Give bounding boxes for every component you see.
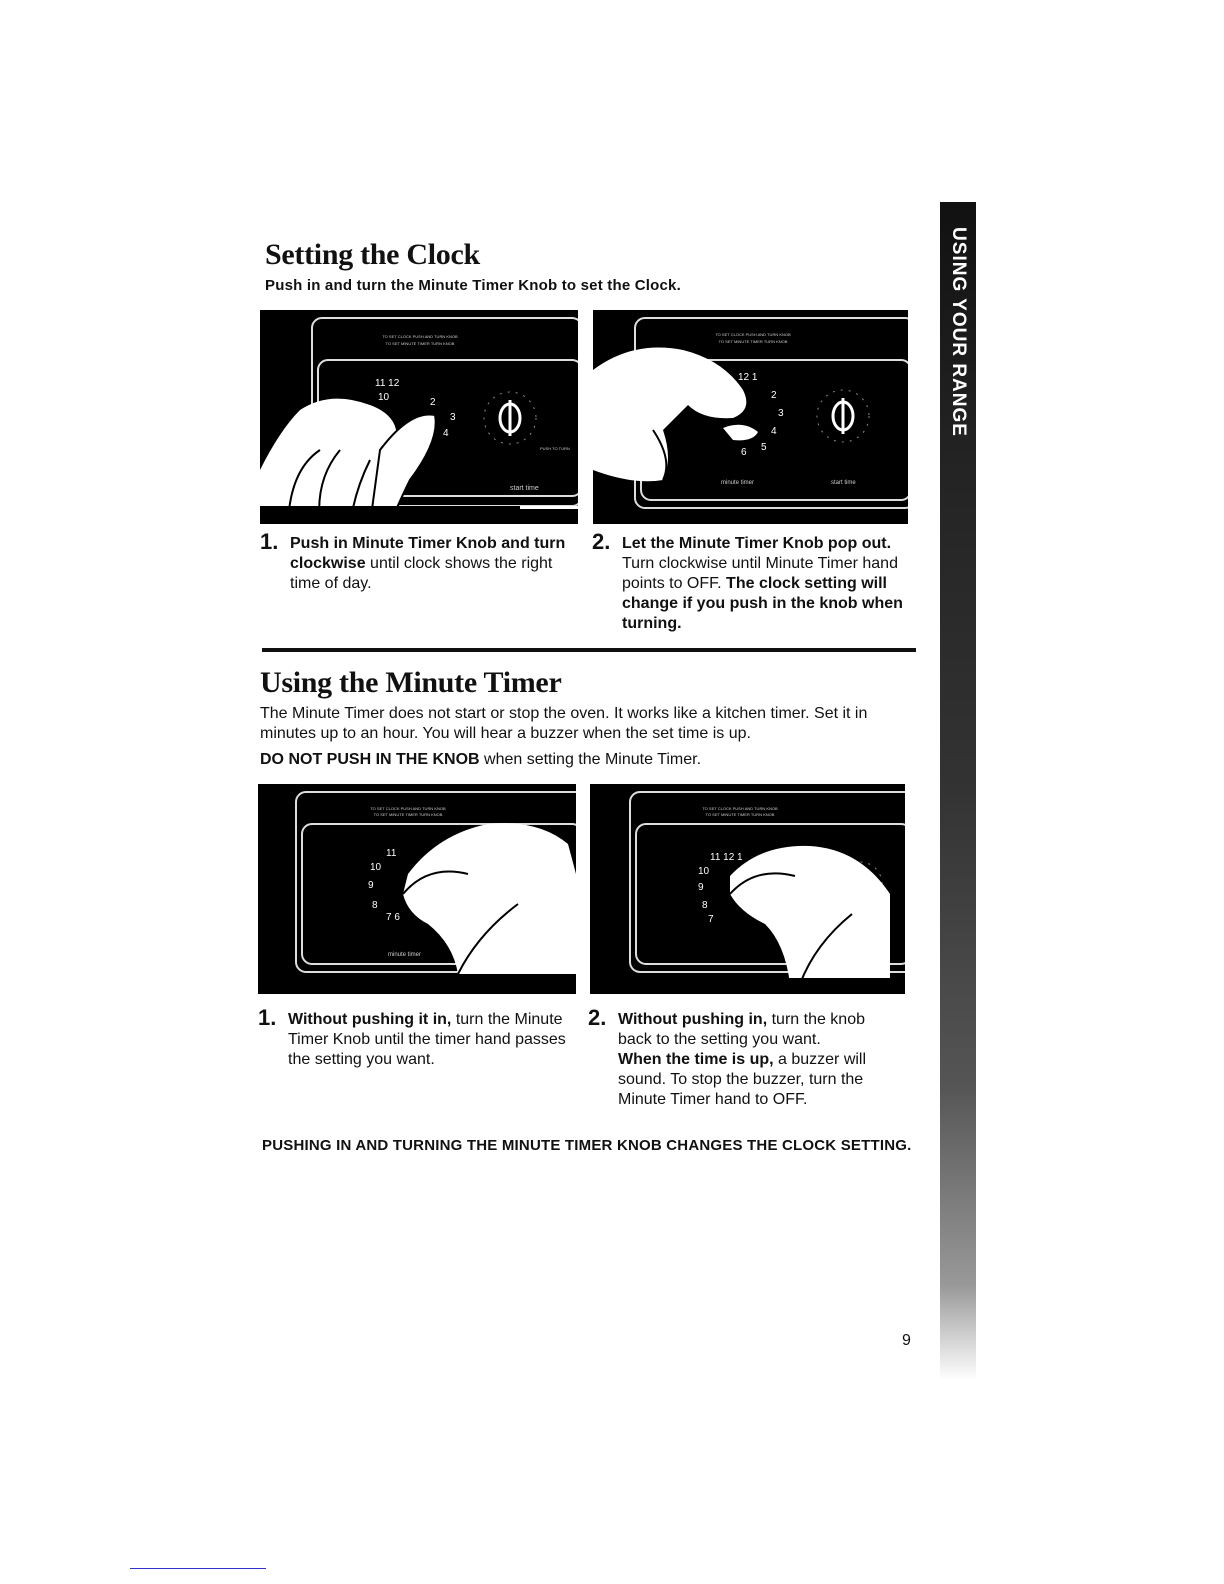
svg-text:2: 2 (771, 390, 777, 401)
timer-intro-paragraph: The Minute Timer does not start or stop the oven. It works like a kitchen timer. Set it in minutes up to an hour. You will hear a buzzer when the set time is up. (260, 705, 868, 742)
section-side-tab (940, 202, 976, 1380)
warning-note: PUSHING IN AND TURNING THE MINUTE TIMER KNOB CHANGES THE CLOCK SETTING. (262, 1137, 912, 1154)
caution-text: when setting the Minute Timer. (479, 751, 702, 768)
svg-text:10: 10 (370, 862, 382, 873)
svg-text:11 12 1: 11 12 1 (710, 852, 743, 863)
section-divider (262, 648, 916, 652)
timer-step-2 (588, 1005, 908, 1110)
svg-text:11 12: 11 12 (375, 378, 400, 389)
clock-section-title: Setting the Clock (265, 238, 480, 271)
panel-instruction-1: TO SET CLOCK PUSH AND TURN KNOB (382, 334, 458, 339)
step-text: turn the Minute Timer Knob until the timer hand passes the setting you want. (288, 1011, 566, 1068)
svg-text:3: 3 (778, 408, 784, 419)
svg-text:8: 8 (372, 900, 378, 911)
step-number: 1. (258, 1005, 277, 1030)
svg-text:9: 9 (698, 882, 704, 893)
svg-text:9: 9 (368, 880, 374, 891)
svg-text:7: 7 (708, 914, 714, 925)
step-bold-text: Without pushing in, (618, 1011, 768, 1028)
footer-line (130, 1568, 266, 1569)
panel-start-time: start time (510, 485, 539, 492)
svg-text:10: 10 (698, 866, 710, 877)
svg-text:4: 4 (771, 426, 777, 437)
svg-text:TO SET MINUTE TIMER TURN KNOB: TO SET MINUTE TIMER TURN KNOB (718, 339, 788, 344)
step-number: 2. (592, 529, 611, 554)
svg-text:7 6: 7 6 (386, 912, 400, 923)
panel-instruction-2: TO SET MINUTE TIMER TURN KNOB (385, 341, 455, 346)
timer-illustration-2 (590, 784, 905, 994)
svg-text:8: 8 (702, 900, 708, 911)
step-text: turn the knob back to the setting you want. (618, 1011, 865, 1048)
svg-text:3: 3 (450, 412, 456, 423)
svg-text:10: 10 (378, 392, 390, 403)
timer-illustration-1 (258, 784, 576, 994)
svg-text:4: 4 (443, 428, 449, 439)
step-number: 1. (260, 529, 279, 554)
svg-text:TO SET MINUTE TIMER TURN KNOB: TO SET MINUTE TIMER TURN KNOB (705, 812, 775, 817)
side-tab-label: USING YOUR RANGE (948, 227, 969, 437)
clock-step-1 (260, 529, 580, 604)
clock-section-subtitle: Push in and turn the Minute Timer Knob to set the Clock. (265, 277, 681, 294)
step-text-2: a buzzer will sound. To stop the buzzer, turn the Minute Timer hand to OFF. (618, 1051, 867, 1108)
svg-text:start time: start time (831, 480, 856, 486)
clock-illustration-2 (593, 310, 908, 524)
panel-minute-timer: minute timer (721, 480, 755, 486)
step-bold-warning: The clock setting will change if you push in the knob when turning. (622, 575, 903, 632)
svg-text:TO SET CLOCK PUSH AND TURN KNO: TO SET CLOCK PUSH AND TURN KNOB (370, 806, 446, 811)
timer-caution-paragraph (260, 750, 900, 770)
svg-text:2: 2 (430, 397, 436, 408)
clock-step-2 (592, 529, 917, 634)
step-bold-text: Let the Minute Timer Knob pop out. (622, 535, 892, 552)
step-text: until clock shows the right time of day. (290, 555, 553, 592)
caution-bold: DO NOT PUSH IN THE KNOB (260, 751, 480, 768)
svg-text:TO SET CLOCK PUSH AND TURN KNO: TO SET CLOCK PUSH AND TURN KNOB (702, 806, 778, 811)
svg-text:11: 11 (386, 848, 397, 859)
timer-section-title: Using the Minute Timer (260, 666, 562, 699)
svg-text:12 1: 12 1 (738, 372, 758, 383)
svg-text:6: 6 (741, 447, 747, 458)
clock-illustration-1 (260, 310, 578, 524)
step-bold-text: Without pushing it in, (288, 1011, 452, 1028)
step-number: 2. (588, 1005, 607, 1030)
step-bold-text: Push in Minute Timer Knob and turn clockwise (290, 535, 566, 572)
svg-text:TO SET MINUTE TIMER TURN KNOB: TO SET MINUTE TIMER TURN KNOB (373, 812, 443, 817)
step-bold-text-2: When the time is up, (618, 1051, 774, 1068)
panel-push-to-turn: PUSH TO TURN (540, 446, 570, 451)
page-number: 9 (902, 1332, 911, 1349)
step-text: Turn clockwise until Minute Timer hand points to OFF. (622, 555, 898, 592)
svg-text:5: 5 (761, 442, 767, 453)
svg-text:minute timer: minute timer (388, 952, 422, 958)
svg-text:TO SET CLOCK PUSH AND TURN KNO: TO SET CLOCK PUSH AND TURN KNOB (715, 332, 791, 337)
timer-step-1 (258, 1005, 578, 1080)
